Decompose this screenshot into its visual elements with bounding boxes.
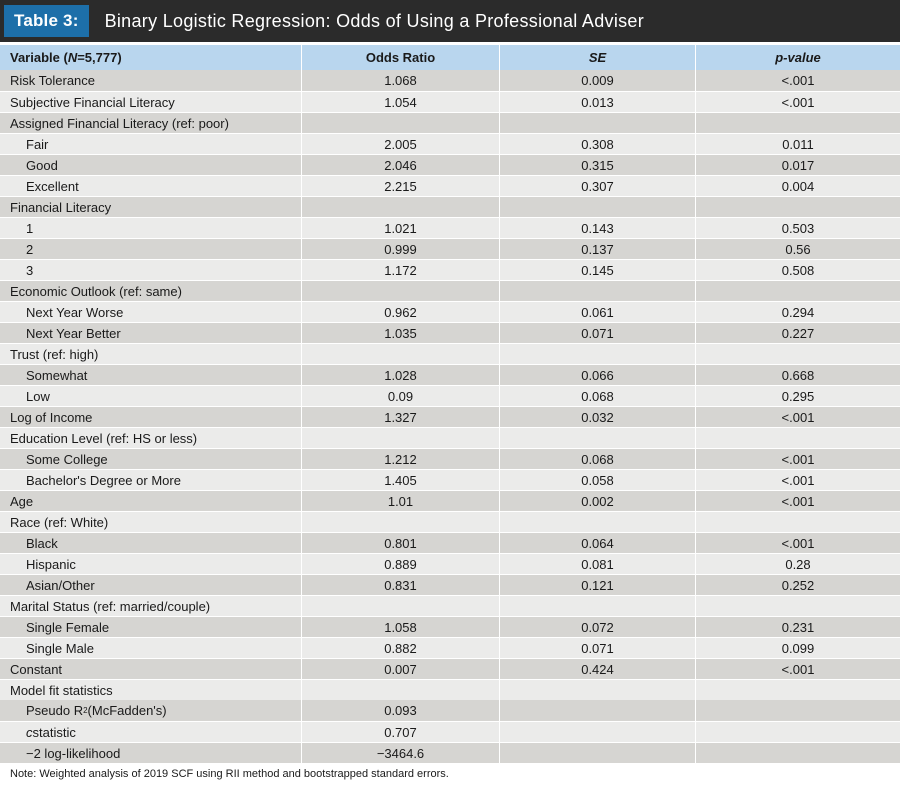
row-label: Race (ref: White)	[0, 512, 302, 532]
row-label: Age	[0, 491, 302, 511]
row-odds-ratio: 2.005	[302, 134, 500, 154]
row-odds-ratio: 2.046	[302, 155, 500, 175]
row-pvalue: 0.295	[696, 386, 900, 406]
row-pvalue: <.001	[696, 70, 900, 91]
row-pvalue: 0.252	[696, 575, 900, 595]
row-odds-ratio	[302, 428, 500, 448]
row-pvalue	[696, 700, 900, 721]
table-row	[0, 154, 900, 175]
table-row	[0, 406, 900, 427]
row-pvalue: 0.294	[696, 302, 900, 322]
table-row	[0, 343, 900, 364]
row-se: 0.307	[500, 176, 696, 196]
row-se: 0.081	[500, 554, 696, 574]
row-se: 0.066	[500, 365, 696, 385]
row-label: c statistic	[0, 722, 302, 742]
row-se	[500, 512, 696, 532]
row-se: 0.071	[500, 323, 696, 343]
row-se: 0.013	[500, 92, 696, 112]
row-odds-ratio	[302, 596, 500, 616]
row-odds-ratio: 0.09	[302, 386, 500, 406]
row-pvalue: <.001	[696, 92, 900, 112]
row-odds-ratio	[302, 680, 500, 700]
row-pvalue	[696, 512, 900, 532]
table-title: Binary Logistic Regression: Odds of Using a Professional Adviser	[104, 10, 645, 31]
row-pvalue: <.001	[696, 533, 900, 553]
row-se: 0.145	[500, 260, 696, 280]
row-label: Education Level (ref: HS or less)	[0, 428, 302, 448]
row-odds-ratio	[302, 281, 500, 301]
row-se	[500, 743, 696, 763]
table-row	[0, 700, 900, 721]
row-pvalue: <.001	[696, 407, 900, 427]
table-row	[0, 427, 900, 448]
row-label: Some College	[0, 449, 302, 469]
table-row	[0, 595, 900, 616]
table-row	[0, 217, 900, 238]
row-odds-ratio: 0.962	[302, 302, 500, 322]
row-pvalue	[696, 281, 900, 301]
row-se	[500, 722, 696, 742]
row-pvalue: 0.004	[696, 176, 900, 196]
table-number-tag: Table 3:	[4, 5, 89, 37]
table-body	[0, 70, 900, 700]
row-se: 0.068	[500, 386, 696, 406]
row-label: Somewhat	[0, 365, 302, 385]
row-pvalue	[696, 428, 900, 448]
row-odds-ratio: 0.999	[302, 239, 500, 259]
row-odds-ratio: 1.327	[302, 407, 500, 427]
table-row	[0, 532, 900, 553]
table-row	[0, 658, 900, 679]
table-row	[0, 301, 900, 322]
table-row	[0, 385, 900, 406]
row-label: Economic Outlook (ref: same)	[0, 281, 302, 301]
fit-statistics-body	[0, 700, 900, 763]
row-odds-ratio: 1.405	[302, 470, 500, 490]
table-row	[0, 490, 900, 511]
row-se	[500, 700, 696, 721]
row-odds-ratio: 1.068	[302, 70, 500, 91]
header-pvalue: p-value	[696, 45, 900, 70]
row-pvalue	[696, 680, 900, 700]
row-odds-ratio: 1.021	[302, 218, 500, 238]
row-pvalue: <.001	[696, 491, 900, 511]
row-se	[500, 428, 696, 448]
header-odds-ratio: Odds Ratio	[302, 45, 500, 70]
row-se	[500, 596, 696, 616]
row-label: Bachelor's Degree or More	[0, 470, 302, 490]
row-pvalue	[696, 344, 900, 364]
row-odds-ratio: 1.035	[302, 323, 500, 343]
row-pvalue	[696, 113, 900, 133]
table-row	[0, 259, 900, 280]
row-odds-ratio: 1.01	[302, 491, 500, 511]
table-row	[0, 742, 900, 763]
row-label: Good	[0, 155, 302, 175]
row-pvalue: 0.011	[696, 134, 900, 154]
row-label: 1	[0, 218, 302, 238]
row-label: Next Year Worse	[0, 302, 302, 322]
row-se: 0.064	[500, 533, 696, 553]
row-label: Black	[0, 533, 302, 553]
row-se	[500, 113, 696, 133]
row-se: 0.121	[500, 575, 696, 595]
table-row	[0, 721, 900, 742]
table-row	[0, 133, 900, 154]
row-odds-ratio: 1.172	[302, 260, 500, 280]
row-label: Next Year Better	[0, 323, 302, 343]
table-row	[0, 679, 900, 700]
row-label: Model fit statistics	[0, 680, 302, 700]
row-pvalue: 0.56	[696, 239, 900, 259]
row-label: Hispanic	[0, 554, 302, 574]
row-odds-ratio: −3464.6	[302, 743, 500, 763]
row-label: Subjective Financial Literacy	[0, 92, 302, 112]
table-row	[0, 511, 900, 532]
row-label: Low	[0, 386, 302, 406]
row-pvalue: 0.28	[696, 554, 900, 574]
row-odds-ratio: 0.801	[302, 533, 500, 553]
table-row	[0, 637, 900, 658]
table-row	[0, 91, 900, 112]
row-odds-ratio: 1.212	[302, 449, 500, 469]
table-row	[0, 574, 900, 595]
row-se: 0.143	[500, 218, 696, 238]
row-label: Excellent	[0, 176, 302, 196]
row-pvalue: 0.017	[696, 155, 900, 175]
header-variable: Variable ( N =5,777)	[0, 45, 302, 70]
row-pvalue	[696, 722, 900, 742]
row-odds-ratio: 2.215	[302, 176, 500, 196]
row-label: −2 log-likelihood	[0, 743, 302, 763]
row-odds-ratio: 1.054	[302, 92, 500, 112]
row-label: Constant	[0, 659, 302, 679]
row-odds-ratio: 0.093	[302, 700, 500, 721]
row-se: 0.072	[500, 617, 696, 637]
row-odds-ratio	[302, 512, 500, 532]
row-label: 3	[0, 260, 302, 280]
row-pvalue: 0.668	[696, 365, 900, 385]
row-pvalue	[696, 743, 900, 763]
row-pvalue: 0.099	[696, 638, 900, 658]
row-se	[500, 281, 696, 301]
row-label: Asian/Other	[0, 575, 302, 595]
table-row	[0, 238, 900, 259]
row-se: 0.058	[500, 470, 696, 490]
row-se	[500, 344, 696, 364]
row-se: 0.137	[500, 239, 696, 259]
row-label: Marital Status (ref: married/couple)	[0, 596, 302, 616]
row-label: Fair	[0, 134, 302, 154]
row-pvalue: 0.503	[696, 218, 900, 238]
row-se: 0.308	[500, 134, 696, 154]
row-label: Risk Tolerance	[0, 70, 302, 91]
table-row	[0, 70, 900, 91]
header-se: SE	[500, 45, 696, 70]
row-label: Assigned Financial Literacy (ref: poor)	[0, 113, 302, 133]
regression-table	[0, 45, 900, 763]
row-label: Single Male	[0, 638, 302, 658]
row-odds-ratio: 0.831	[302, 575, 500, 595]
row-label: 2	[0, 239, 302, 259]
row-odds-ratio: 0.882	[302, 638, 500, 658]
table-row	[0, 175, 900, 196]
row-se: 0.061	[500, 302, 696, 322]
row-se: 0.009	[500, 70, 696, 91]
row-pvalue: <.001	[696, 659, 900, 679]
row-se: 0.315	[500, 155, 696, 175]
row-se: 0.068	[500, 449, 696, 469]
row-pvalue: 0.231	[696, 617, 900, 637]
row-pvalue	[696, 197, 900, 217]
row-label: Single Female	[0, 617, 302, 637]
row-se: 0.032	[500, 407, 696, 427]
row-se: 0.071	[500, 638, 696, 658]
row-odds-ratio	[302, 113, 500, 133]
row-odds-ratio: 0.707	[302, 722, 500, 742]
row-pvalue: <.001	[696, 449, 900, 469]
table-row	[0, 448, 900, 469]
row-se	[500, 680, 696, 700]
table-title-bar	[0, 0, 900, 42]
table-row	[0, 322, 900, 343]
table-row	[0, 196, 900, 217]
table-row	[0, 280, 900, 301]
row-label: Log of Income	[0, 407, 302, 427]
table-row	[0, 553, 900, 574]
row-odds-ratio: 0.889	[302, 554, 500, 574]
row-pvalue: 0.508	[696, 260, 900, 280]
row-label: Pseudo R 2 (McFadden's)	[0, 700, 302, 721]
table-row	[0, 112, 900, 133]
row-se	[500, 197, 696, 217]
row-odds-ratio: 1.028	[302, 365, 500, 385]
row-odds-ratio: 1.058	[302, 617, 500, 637]
row-odds-ratio	[302, 344, 500, 364]
row-pvalue	[696, 596, 900, 616]
table-row	[0, 364, 900, 385]
table-note: Note: Weighted analysis of 2019 SCF using RII method and bootstrapped standard errors.	[10, 768, 449, 780]
row-pvalue: 0.227	[696, 323, 900, 343]
table-row	[0, 616, 900, 637]
row-odds-ratio	[302, 197, 500, 217]
row-label: Trust (ref: high)	[0, 344, 302, 364]
row-pvalue: <.001	[696, 470, 900, 490]
row-odds-ratio: 0.007	[302, 659, 500, 679]
row-label: Financial Literacy	[0, 197, 302, 217]
table-header-row	[0, 45, 900, 70]
table-row	[0, 469, 900, 490]
row-se: 0.424	[500, 659, 696, 679]
row-se: 0.002	[500, 491, 696, 511]
